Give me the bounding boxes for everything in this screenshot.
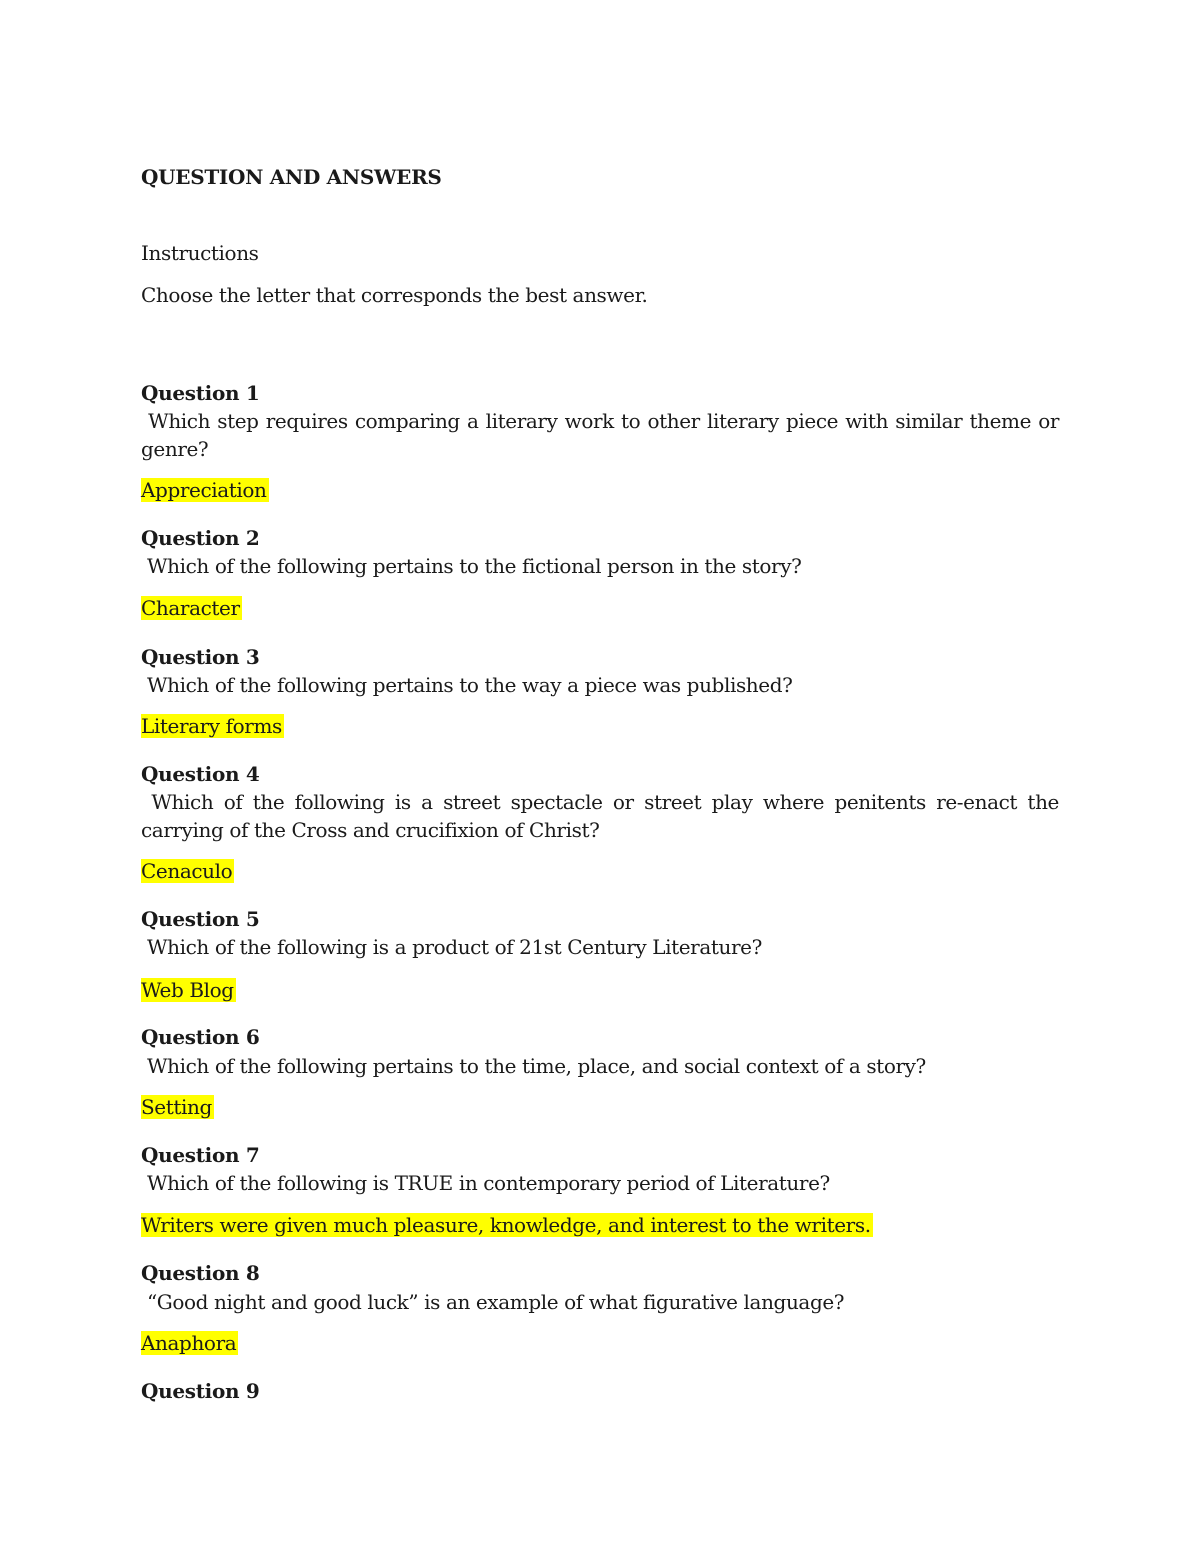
answer-highlight: Cenaculo xyxy=(141,859,233,883)
question-text: Which of the following pertains to the fictional person in the story? xyxy=(146,554,802,578)
answer-highlight: Web Blog xyxy=(141,978,234,1002)
instructions-text: Choose the letter that corresponds the best answer. xyxy=(141,283,648,307)
question-text: “Good night and good luck” is an example of what figurative language? xyxy=(146,1290,845,1314)
question-label: Question 6 xyxy=(141,1025,260,1049)
answer-highlight: Setting xyxy=(141,1095,212,1119)
answer-highlight: Literary forms xyxy=(141,714,282,738)
question-text: Which of the following pertains to the way a piece was published? xyxy=(146,673,793,697)
question-label: Question 2 xyxy=(141,526,260,550)
answer-highlight: Anaphora xyxy=(141,1331,237,1355)
answer-highlight: Writers were given much pleasure, knowledge, and interest to the writers. xyxy=(141,1213,871,1237)
answer-highlight: Character xyxy=(141,596,240,620)
question-text: Which of the following pertains to the time, place, and social context of a story? xyxy=(146,1054,926,1078)
question-label: Question 7 xyxy=(141,1143,260,1167)
question-label: Question 8 xyxy=(141,1261,260,1285)
answer-highlight: Appreciation xyxy=(141,478,267,502)
question-text: Which of the following is a product of 21st Century Literature? xyxy=(146,935,762,959)
question-label: Question 4 xyxy=(141,762,260,786)
question-label: Question 5 xyxy=(141,907,260,931)
document-title: QUESTION AND ANSWERS xyxy=(141,165,442,189)
instructions-heading: Instructions xyxy=(141,241,259,265)
question-text: Which of the following is a street spectacle or street play where penitents re-enact the carrying of the Cross and crucifixion of Christ? xyxy=(141,790,1059,842)
question-label: Question 9 xyxy=(141,1379,260,1403)
question-text: Which step requires comparing a literary work to other literary piece with similar theme or genre? xyxy=(141,409,1059,461)
question-text: Which of the following is TRUE in contemporary period of Literature? xyxy=(146,1171,830,1195)
question-label: Question 1 xyxy=(141,381,260,405)
question-label: Question 3 xyxy=(141,645,260,669)
